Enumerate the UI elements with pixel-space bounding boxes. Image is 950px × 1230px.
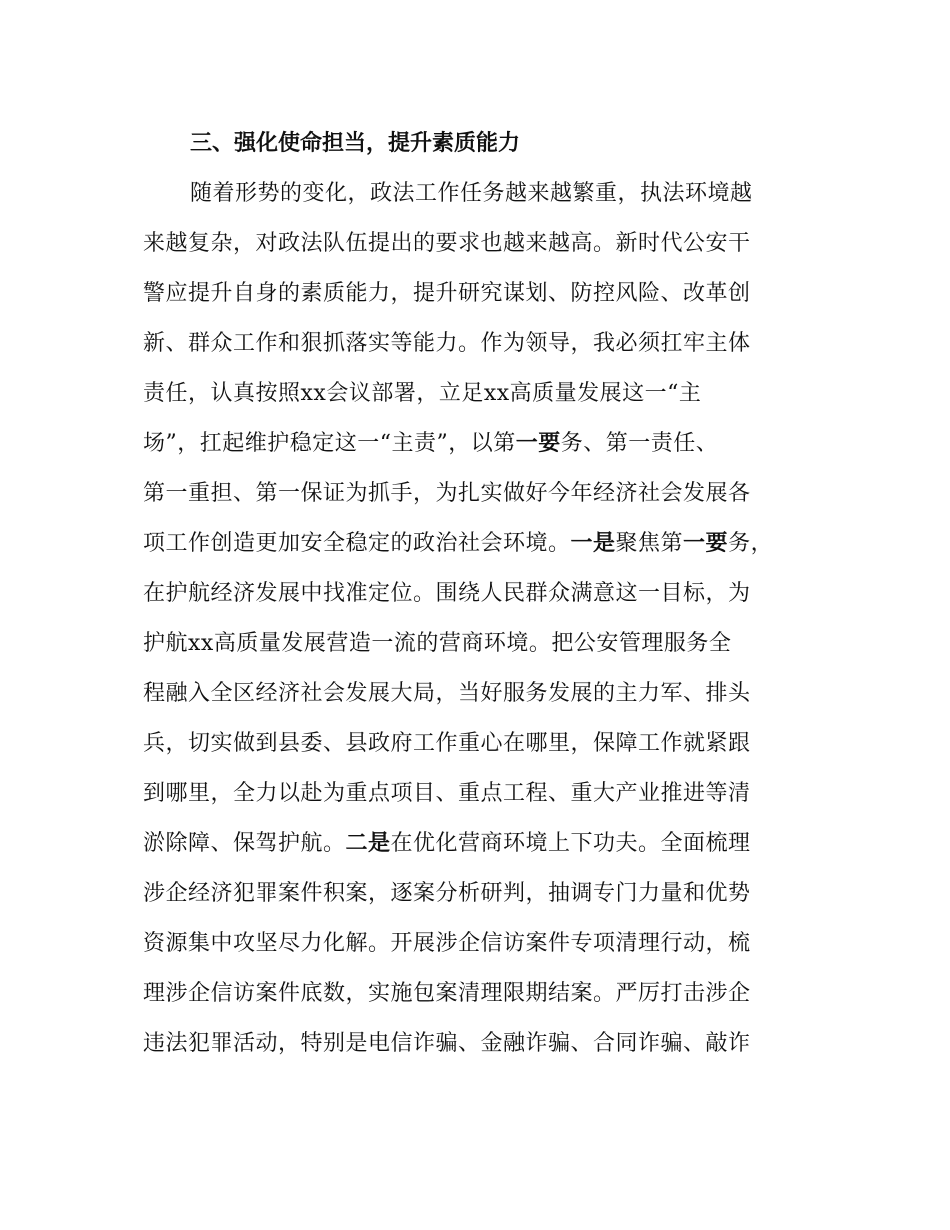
bold-text-run: 一要	[515, 431, 561, 456]
text-run: 资源集中攻坚尽力化解。开展涉企信访案件专项清理行动，梳	[143, 931, 751, 956]
text-run: 护航xx高质量发展营造一流的营商环境。把公安管理服务全	[143, 631, 732, 656]
body-line-14	[143, 824, 751, 864]
body-line-18	[143, 1024, 751, 1064]
text-run: 淤除障、保驾护航。	[143, 831, 346, 856]
bold-text-run: 二是	[345, 831, 391, 856]
body-line-17	[143, 974, 751, 1014]
section-heading: 三、强化使命担当，提升素质能力	[190, 131, 521, 156]
body-line-13	[143, 774, 751, 814]
body-line-9	[143, 574, 751, 614]
body-line-15	[143, 874, 751, 914]
text-run: 在护航经济发展中找准定位。围绕人民群众满意这一目标，为	[143, 581, 751, 606]
text-run: 随着形势的变化，政法工作任务越来越繁重，执法环境越	[190, 181, 753, 206]
text-run: 来越复杂，对政法队伍提出的要求也越来越高。新时代公安干	[143, 231, 751, 256]
bold-text-run: 一要	[683, 531, 729, 556]
body-line-5	[143, 374, 701, 414]
body-line-10	[143, 624, 731, 664]
body-line-8	[143, 524, 773, 564]
bold-text-run: 一是	[570, 531, 616, 556]
body-line-12	[143, 724, 751, 764]
text-run: 聚焦第	[615, 531, 684, 556]
text-run: 涉企经济犯罪案件积案，逐案分析研判，抽调专门力量和优势	[143, 881, 751, 906]
body-line-11	[143, 674, 751, 714]
body-line-3	[143, 274, 751, 314]
text-run: 责任，认真按照xx会议部署，立足xx高质量发展这一“主	[143, 381, 702, 406]
text-run: 兵，切实做到县委、县政府工作重心在哪里，保障工作就紧跟	[143, 731, 751, 756]
body-line-2	[143, 224, 751, 264]
body-line-16	[143, 924, 751, 964]
text-run: 新、群众工作和狠抓落实等能力。作为领导，我必须扛牢主体	[143, 331, 751, 356]
body-line-4	[143, 324, 751, 364]
text-run: 务、第一责任、	[560, 431, 719, 456]
text-run: 理涉企信访案件底数，实施包案清理限期结案。严厉打击涉企	[143, 981, 751, 1006]
text-run: 警应提升自身的素质能力，提升研究谋划、防控风险、改革创	[143, 281, 751, 306]
text-run: 程融入全区经济社会发展大局，当好服务发展的主力军、排头	[143, 681, 751, 706]
text-run: 第一重担、第一保证为抓手，为扎实做好今年经济社会发展各	[143, 481, 751, 506]
text-run: 项工作创造更加安全稳定的政治社会环境。	[143, 531, 571, 556]
text-run: 务，	[728, 531, 774, 556]
body-line-7	[143, 474, 751, 514]
text-run: 到哪里，全力以赴为重点项目、重点工程、重大产业推进等清	[143, 781, 751, 806]
body-line-6	[143, 424, 718, 464]
text-run: 在优化营商环境上下功夫。全面梳理	[390, 831, 751, 856]
text-run: 违法犯罪活动，特别是电信诈骗、金融诈骗、合同诈骗、敲诈	[143, 1031, 751, 1056]
body-line-1	[190, 174, 753, 214]
text-run: 场”，扛起维护稳定这一“主责”，以第	[143, 431, 516, 456]
